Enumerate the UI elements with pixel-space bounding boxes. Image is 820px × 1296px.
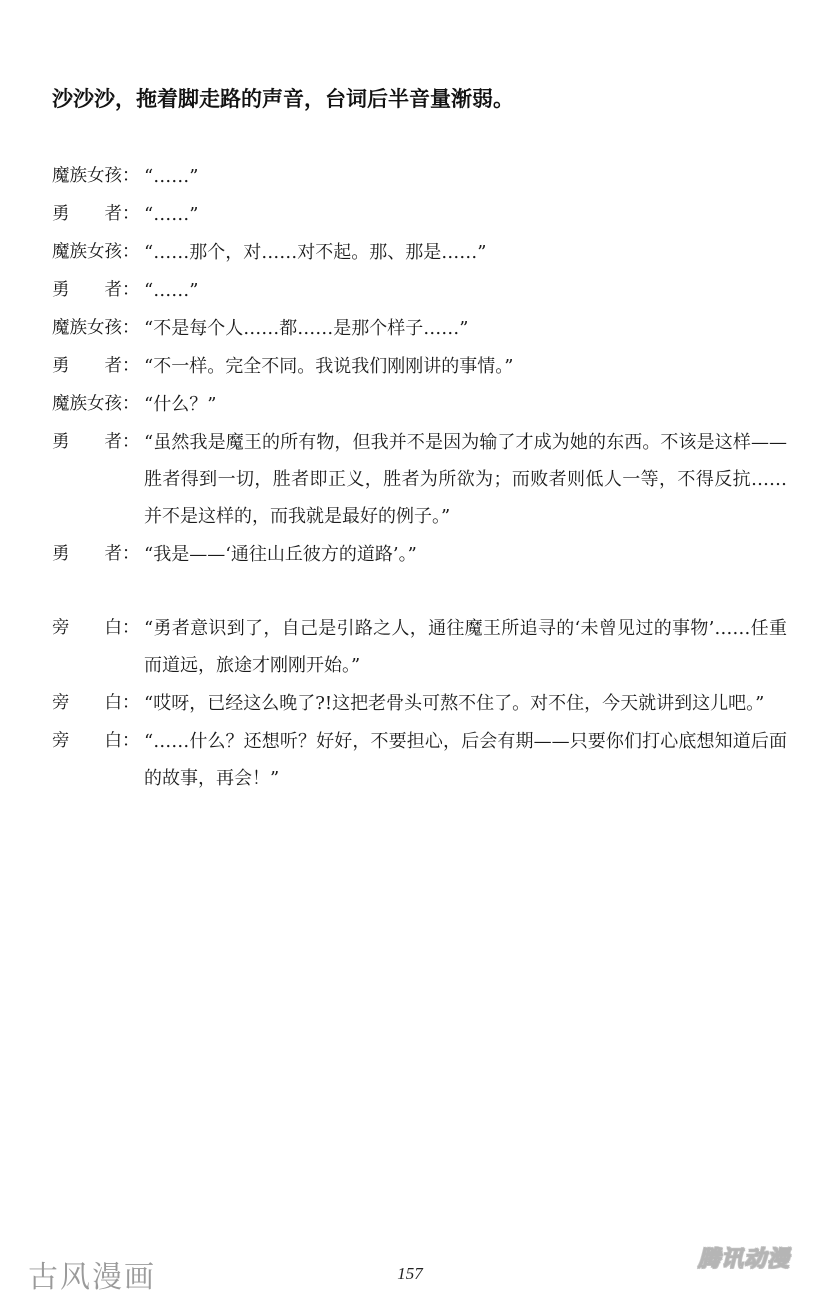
dialogue-script <box>52 158 787 798</box>
speaker-label: 勇 者： <box>52 356 140 376</box>
speech-text: “……” <box>144 204 199 225</box>
dialogue-line <box>52 610 787 684</box>
speech-text: “什么？” <box>144 394 217 415</box>
speaker-label: 勇 者： <box>52 544 140 564</box>
brand-watermark: 古风漫画 <box>28 1260 156 1295</box>
speech-text: “……那个，对……对不起。那、那是……” <box>144 242 487 263</box>
speech-text: “不是每个人……都……是那个样子……” <box>144 318 469 339</box>
speaker-label: 魔族女孩： <box>52 166 140 186</box>
dialogue-line <box>52 196 787 233</box>
speaker-label: 魔族女孩： <box>52 242 140 262</box>
speaker-label: 勇 者： <box>52 204 140 224</box>
dialogue-line <box>52 348 787 385</box>
speaker-label: 旁 白： <box>52 618 140 638</box>
speech-text: “……” <box>144 166 199 187</box>
speech-text: “……什么？还想听？好好，不要担心，后会有期——只要你们打心底想知道后面的故事，再会！” <box>144 731 787 789</box>
speech-text: “勇者意识到了，自己是引路之人，通往魔王所追寻的‘未曾见过的事物’……任重而道远，旅途才刚刚开始。” <box>144 618 787 676</box>
dialogue-line <box>52 685 787 722</box>
page-number: 157 <box>397 1264 423 1283</box>
dialogue-line <box>52 310 787 347</box>
speaker-label: 勇 者： <box>52 280 140 300</box>
dialogue-line <box>52 272 787 309</box>
dialogue-line <box>52 158 787 195</box>
speaker-label: 魔族女孩： <box>52 394 140 414</box>
dialogue-line <box>52 723 787 797</box>
speech-text: “我是——‘通往山丘彼方的道路’。” <box>144 544 417 565</box>
dialogue-line <box>52 234 787 271</box>
dialogue-line <box>52 536 787 573</box>
speech-text: “哎呀，已经这么晚了?!这把老骨头可熬不住了。对不住，今天就讲到这儿吧。” <box>144 693 765 714</box>
speaker-label: 魔族女孩： <box>52 318 140 338</box>
speech-text: “虽然我是魔王的所有物，但我并不是因为输了才成为她的东西。不该是这样——胜者得到一切，胜者即正义，胜者为所欲为；而败者则低人一等，不得反抗……并不是这样的，而我就是最好的例子。” <box>144 432 787 527</box>
speaker-label: 旁 白： <box>52 693 140 713</box>
speaker-label: 勇 者： <box>52 432 140 452</box>
dialogue-line <box>52 386 787 423</box>
speaker-label: 旁 白： <box>52 731 140 751</box>
stage-direction-heading: 沙沙沙，拖着脚走路的声音，台词后半音量渐弱。 <box>52 87 514 111</box>
speech-text: “……” <box>144 280 199 301</box>
speech-text: “不一样。完全不同。我说我们刚刚讲的事情。” <box>144 356 514 377</box>
publisher-logo: 腾讯动漫 <box>697 1247 790 1272</box>
dialogue-line <box>52 424 787 535</box>
